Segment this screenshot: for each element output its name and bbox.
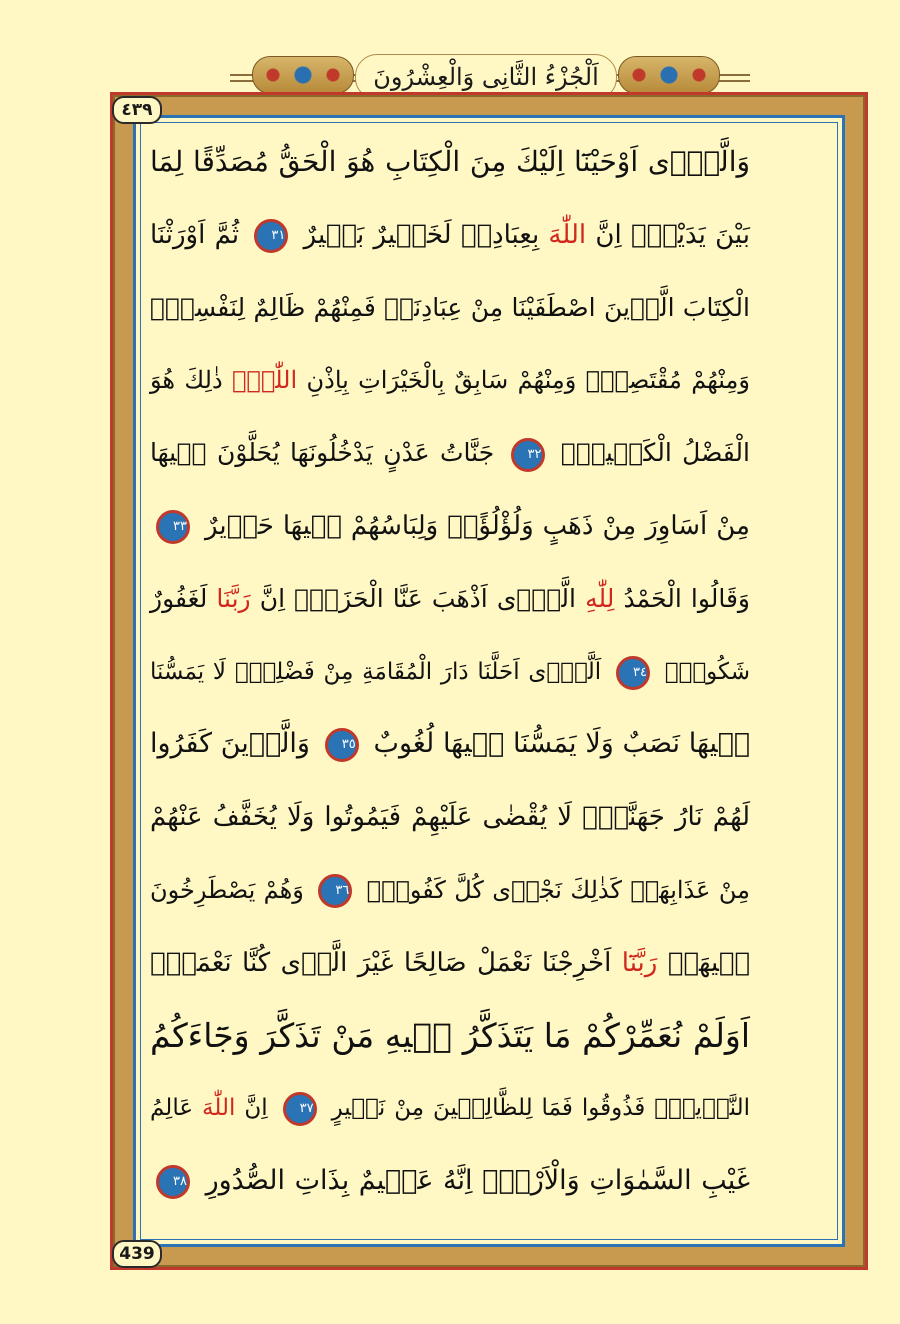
text-line (150, 781, 750, 854)
text-line (150, 927, 750, 1000)
divine-name: رَبَّنَٓا (621, 947, 658, 978)
text-line (150, 126, 750, 199)
text-line (150, 272, 750, 345)
verse-text: النَّذٖيرُۜ فَذُوقُوا فَمَا لِلظَّالِمٖينَ مِنْ نَصٖيرٍ (322, 1095, 751, 1122)
verse-text: ذٰلِكَ هُوَ (150, 366, 233, 395)
verse-text: مِنْ عَذَابِهَاۜ كَذٰلِكَ نَجْزٖى كُلَّ كَفُورٍۚ (358, 875, 750, 904)
ayah-number-marker: ٣٢ (511, 438, 545, 472)
verse-text: اَخْرِجْنَا نَعْمَلْ صَالِحًا غَيْرَ الَّذٖى كُنَّا نَعْمَلُۜ (150, 947, 622, 978)
verse-text: شَكُورٌۙ (655, 658, 751, 685)
verse-text: وَالَّذٖٓى اَوْحَيْنَٓا اِلَيْكَ مِنَ الْكِتَابِ هُوَ الْحَقُّ مُصَدِّقًا لِمَا (150, 145, 750, 178)
verse-text: فٖيهَا نَصَبٌ وَلَا يَمَسُّنَا فٖيهَا لُغُوبٌ (364, 728, 750, 760)
text-line (150, 636, 750, 709)
quran-text (150, 126, 750, 1218)
divine-name: رَبَّنَا (216, 583, 251, 613)
text-line (150, 490, 750, 563)
verse-text: وَمِنْهُمْ مُقْتَصِدٌۚ وَمِنْهُمْ سَابِقٌ بِالْخَيْرَاتِ بِاِذْنِ (297, 366, 750, 395)
ayah-number-marker: ٣٤ (616, 656, 650, 690)
verse-text: وَهُمْ يَصْطَرِخُونَ (150, 875, 313, 904)
verse-text: الَّذٖٓى اَذْهَبَ عَنَّا الْحَزَنَۜ اِنَّ (250, 583, 586, 613)
verse-text: عَالِمُ (150, 1095, 203, 1122)
verse-text: ثُمَّ اَوْرَثْنَا (150, 219, 249, 250)
verse-text: غَيْبِ السَّمٰوَاتِ وَالْاَرْضِۜ اِنَّهُ عَلٖيمٌ بِذَاتِ الصُّدُورِ (196, 1165, 750, 1197)
verse-text: اِنَّ (235, 1095, 277, 1122)
text-line (150, 1072, 750, 1145)
ayah-number-marker: ٣٦ (318, 874, 352, 908)
text-line (150, 344, 750, 417)
text-line (150, 1145, 750, 1218)
verse-text: لَهُمْ نَارُ جَهَنَّمَۚ لَا يُقْضٰى عَلَيْهِمْ فَيَمُوتُوا وَلَا يُخَفَّفُ عَنْهُمْ (150, 802, 750, 833)
text-line (150, 1000, 750, 1073)
verse-text: الْفَضْلُ الْكَبٖيرُۜ (550, 438, 750, 468)
text-line (150, 708, 750, 781)
verse-text: بَيْنَ يَدَيْهِۜ اِنَّ (586, 219, 750, 250)
page-number-bottom: 439 (112, 1240, 162, 1268)
ayah-number-marker: ٣٣ (156, 510, 190, 544)
page-number-top: ٤٣٩ (112, 96, 162, 124)
ayah-number-marker: ٣٧ (283, 1092, 317, 1126)
verse-text: فٖيهَاۚ (657, 947, 750, 978)
divine-name: اللّٰهَ (202, 1095, 236, 1122)
verse-text: اَلَّذٖٓى اَحَلَّنَا دَارَ الْمُقَامَةِ مِنْ فَضْلِهٖۚ لَا يَمَسُّنَا (150, 658, 610, 685)
verse-text: بِعِبَادِهٖ لَخَبٖيرٌ بَصٖيرٌ (294, 219, 549, 250)
ornament-left (252, 56, 354, 94)
ornament-right (618, 56, 720, 94)
ayah-number-marker: ٣٨ (156, 1165, 190, 1199)
verse-text: جَنَّاتُ عَدْنٍ يَدْخُلُونَهَا يُحَلَّوْنَ فٖيهَا (150, 438, 505, 468)
text-line (150, 854, 750, 927)
verse-text: لَغَفُورٌ (150, 583, 217, 613)
divine-name: لِلّٰهِ (585, 583, 615, 613)
verse-text: الْكِتَابَ الَّذٖينَ اصْطَفَيْنَا مِنْ عِبَادِنَاۚ فَمِنْهُمْ ظَالِمٌ لِنَفْسِهٖۚ (150, 292, 750, 322)
text-line (150, 417, 750, 490)
verse-text: وَقَالُوا الْحَمْدُ (614, 583, 750, 613)
verse-text: مِنْ اَسَاوِرَ مِنْ ذَهَبٍ وَلُؤْلُؤًاۚ وَلِبَاسُهُمْ فٖيهَا حَرٖيرٌ (196, 510, 750, 541)
ayah-number-marker: ٣١ (254, 219, 288, 253)
ayah-number-marker: ٣٥ (325, 728, 359, 762)
divine-name: اللّٰهَ (548, 219, 587, 250)
text-line (150, 563, 750, 636)
juz-title: اَلْجُزْءُ الثَّانِى وَالْعِشْرُونَ (373, 63, 599, 91)
verse-text: اَوَلَمْ نُعَمِّرْكُمْ مَا يَتَذَكَّرُ فٖيهِ مَنْ تَذَكَّرَ وَجَٓاءَكُمُ (150, 1015, 750, 1055)
verse-text: وَالَّذٖينَ كَفَرُوا (150, 728, 319, 760)
text-line (150, 199, 750, 272)
divine-name: اللّٰهِۜ (232, 366, 298, 395)
